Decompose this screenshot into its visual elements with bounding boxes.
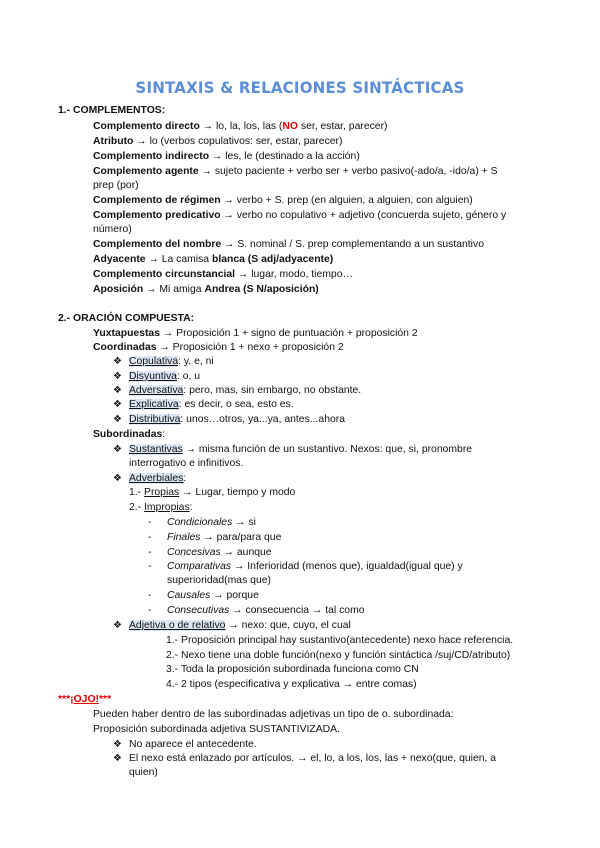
item-complemento-nombre <box>93 238 484 252</box>
text: → lo, la, los, las ( <box>199 121 283 132</box>
adjetiva-point-2: 2.- Nexo tiene una doble función(nexo y función sintáctica /suj/CD/atributo) <box>166 650 511 661</box>
text: → consecuencia → tal como <box>229 605 365 616</box>
text: : pero, mas, sin embargo, no obstante. <box>183 385 362 396</box>
term: Complemento circunstancial <box>93 269 236 280</box>
item-complemento-predicativo <box>93 209 506 223</box>
term: Explicativa <box>129 399 179 410</box>
term: Adversativa <box>129 385 184 396</box>
ojo-bullet-1: No aparece el antecedente. <box>129 739 257 750</box>
colon: : <box>183 473 187 484</box>
term: Adverbiales <box>129 473 184 484</box>
term: Complemento del nombre <box>93 239 222 250</box>
term: Distributiva <box>129 414 181 425</box>
item-adjetiva <box>129 619 351 633</box>
term: Consecutivas <box>167 605 230 616</box>
bullet-icon: ❖ <box>113 356 122 367</box>
text: → Inferioridad (menos que), igualdad(igual que) y <box>231 561 463 572</box>
text: → Lugar, tiempo y modo <box>179 487 296 498</box>
text: → misma función de un sustantivo. Nexos: que, si, pronombre <box>182 444 473 455</box>
term: Adjetiva o de relativo <box>129 620 226 631</box>
ojo-bullet-2-cont: quien) <box>129 767 158 778</box>
text: → si <box>232 517 256 528</box>
term: Yuxtapuestas <box>93 328 160 339</box>
bullet-icon: ❖ <box>113 385 122 396</box>
item-adversativa <box>129 384 361 398</box>
item-sustantivas-cont: interrogativo e infinitivos. <box>129 458 244 469</box>
term: Condicionales <box>167 517 233 528</box>
term: Complemento indirecto <box>93 151 210 162</box>
text: → S. nominal / S. prep complementando a un sustantivo <box>221 239 484 250</box>
text: : unos…otros, ya...ya, antes...ahora <box>180 414 345 425</box>
bullet-icon: ❖ <box>113 444 122 455</box>
adjetiva-point-3: 3.- Toda la proposición subordinada funciona como CN <box>166 664 419 675</box>
text: : o, u <box>176 371 201 382</box>
item-finales <box>167 531 281 545</box>
term: Propias <box>144 487 180 498</box>
item-sustantivas <box>129 443 472 457</box>
text: → para/para que <box>200 532 282 543</box>
ojo-paragraph-1: Pueden haber dentro de las subordinadas adjetivas un tipo de o. subordinada: <box>93 709 454 720</box>
text: → aunque <box>220 547 272 558</box>
number: 1.- <box>129 487 145 498</box>
text: → Proposición 1 + signo de puntuación + proposición 2 <box>160 328 418 339</box>
bullet-icon: ❖ <box>113 473 122 484</box>
dash-bullet: - <box>148 532 152 543</box>
item-concesivas <box>167 546 272 560</box>
item-distributiva <box>129 413 345 427</box>
term: Causales <box>167 590 211 601</box>
item-subordinadas <box>93 428 165 442</box>
item-adverbiales <box>129 472 186 486</box>
item-complemento-regimen <box>93 194 473 208</box>
term: Complemento directo <box>93 121 200 132</box>
adjetiva-point-4: 4.- 2 tipos (especificativa y explicativa → entre comas) <box>166 679 417 690</box>
ojo-paragraph-2: Proposición subordinada adjetiva SUSTANTIVIZADA. <box>93 724 340 735</box>
section-2-heading: 2.- ORACIÓN COMPUESTA: <box>58 313 195 324</box>
term: Aposición <box>93 284 144 295</box>
text: → lugar, modo, tiempo… <box>235 269 353 280</box>
term: Disyuntiva <box>129 371 177 382</box>
text: : y, e, ni <box>178 356 214 367</box>
item-complemento-circunstancial <box>93 268 353 282</box>
text: → La camisa <box>145 254 212 265</box>
ojo-bullet-2: El nexo está enlazado por artículos. → el, lo, a los, los, las + nexo(que, quien, a <box>129 753 497 764</box>
item-complemento-predicativo-cont: número) <box>93 224 132 235</box>
ojo-label <box>58 693 111 707</box>
text: → nexo: que, cuyo, el cual <box>225 620 351 631</box>
term: Complemento predicativo <box>93 210 221 221</box>
bullet-icon: ❖ <box>113 620 122 631</box>
section-1-heading: 1.- COMPLEMENTOS: <box>58 105 166 116</box>
item-condicionales <box>167 516 256 530</box>
colon: : <box>189 502 193 513</box>
item-comparativas <box>167 560 463 574</box>
dash-bullet: - <box>148 605 152 616</box>
example: blanca (S adj/adyacente) <box>211 254 334 265</box>
text: → porque <box>210 590 259 601</box>
dash-bullet: - <box>148 561 152 572</box>
text: : es decir, o sea, esto es. <box>178 399 294 410</box>
dash-bullet: - <box>148 590 152 601</box>
term: Complemento agente <box>93 166 199 177</box>
text: → verbo + S. prep (en alguien, a alguien, con alguien) <box>220 195 473 206</box>
term: Concesivas <box>167 547 221 558</box>
bullet-icon: ❖ <box>113 739 122 750</box>
bullet-icon: ❖ <box>113 399 122 410</box>
item-coordinadas <box>93 341 344 355</box>
item-complemento-indirecto <box>93 150 360 164</box>
text: → sujeto paciente + verbo ser + verbo pasivo(-ado/a, -ido/a) + S <box>198 166 498 177</box>
text: → verbo no copulativo + adjetivo (concuerda sujeto, género y <box>220 210 507 221</box>
dash-bullet: - <box>148 517 152 528</box>
item-consecutivas <box>167 604 365 618</box>
text: → les, le (destinado a la acción) <box>209 151 360 162</box>
no-emphasis: NO <box>282 121 298 132</box>
text: → Mi amiga <box>143 284 205 295</box>
item-propias <box>129 486 295 500</box>
term: Copulativa <box>129 356 179 367</box>
term: Sustantivas <box>129 444 183 455</box>
text: ser, estar, parecer) <box>297 121 388 132</box>
ojo-word: ¡OJO! <box>70 694 100 705</box>
item-copulativa <box>129 355 214 369</box>
item-explicativa <box>129 398 294 412</box>
bullet-icon: ❖ <box>113 753 122 764</box>
item-complemento-directo <box>93 120 388 134</box>
item-disyuntiva <box>129 370 200 384</box>
item-atributo <box>93 135 342 149</box>
colon: : <box>162 429 166 440</box>
term: Complemento de régimen <box>93 195 221 206</box>
text: → lo (verbos copulativos: ser, estar, parecer) <box>133 136 343 147</box>
term: Subordinadas <box>93 429 163 440</box>
item-comparativas-cont: superioridad(mas que) <box>167 575 271 586</box>
adjetiva-point-1: 1.- Proposición principal hay sustantivo(antecedente) nexo hace referencia. <box>166 635 514 646</box>
text: → Proposición 1 + nexo + proposición 2 <box>156 342 344 353</box>
bullet-icon: ❖ <box>113 414 122 425</box>
item-yuxtapuestas <box>93 327 418 341</box>
term: Atributo <box>93 136 134 147</box>
stars: *** <box>58 694 71 705</box>
item-impropias <box>129 501 193 515</box>
term: Impropias <box>144 502 190 513</box>
item-complemento-agente <box>93 165 498 179</box>
page-title: SINTAXIS & RELACIONES SINTÁCTICAS <box>135 78 465 97</box>
item-complemento-agente-cont: prep (por) <box>93 180 139 191</box>
example: Andrea (S N/aposición) <box>204 284 319 295</box>
stars: *** <box>99 694 112 705</box>
term: Finales <box>167 532 201 543</box>
term: Comparativas <box>167 561 232 572</box>
item-adyacente <box>93 253 333 267</box>
dash-bullet: - <box>148 547 152 558</box>
term: Adyacente <box>93 254 146 265</box>
bullet-icon: ❖ <box>113 371 122 382</box>
term: Coordinadas <box>93 342 157 353</box>
item-causales <box>167 589 259 603</box>
number: 2.- <box>129 502 145 513</box>
item-aposicion <box>93 283 319 297</box>
